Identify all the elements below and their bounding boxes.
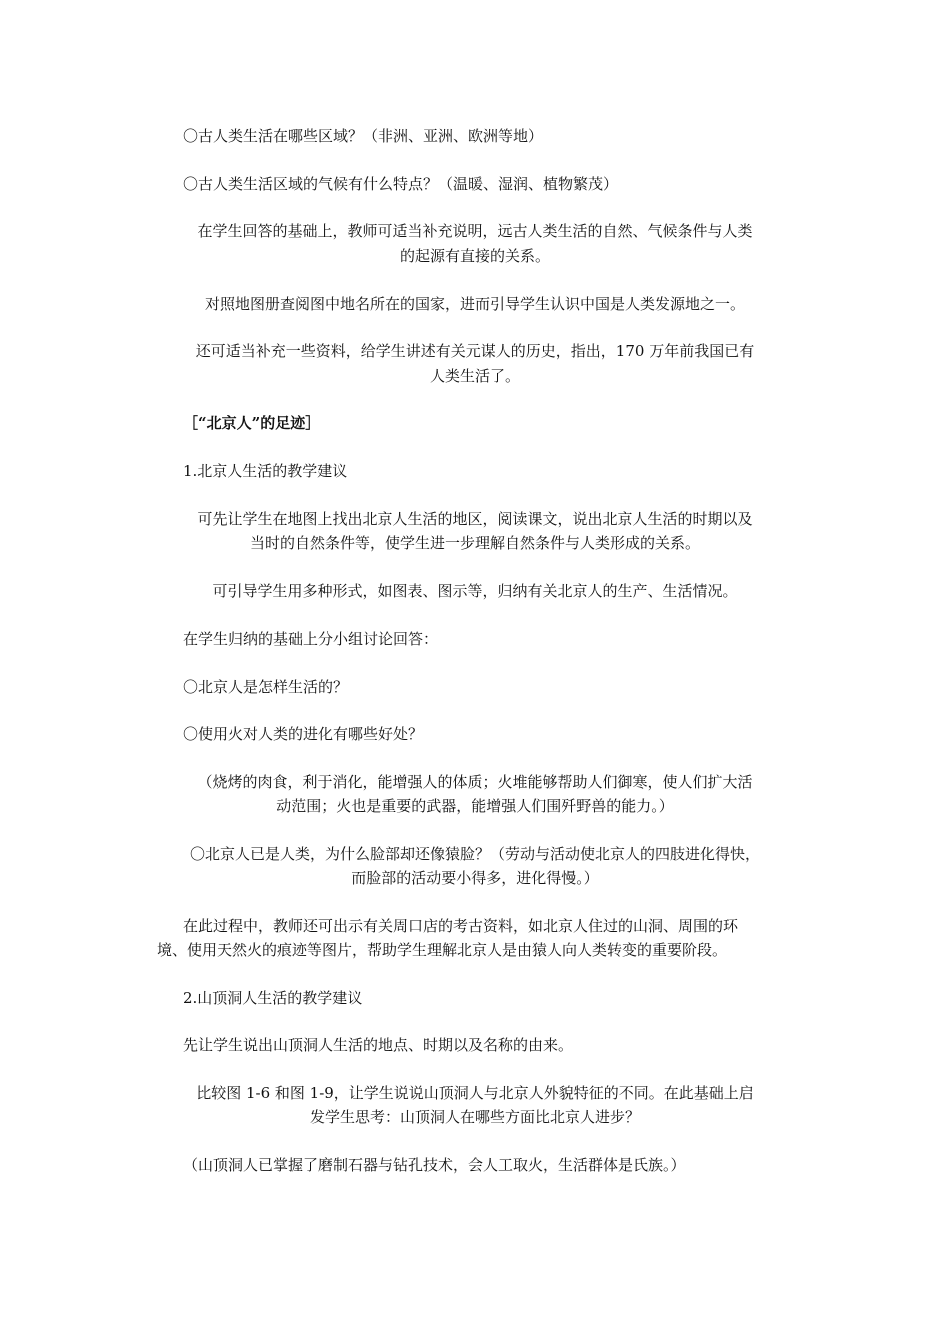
paragraph-zhoukoudian-line-1: 在此过程中，教师还可出示有关周口店的考古资料，如北京人住过的山洞、周围的环 [183,917,739,935]
question-ancient-regions: 〇古人类生活在哪些区域？（非洲、亚洲、欧洲等地） [183,127,544,145]
paragraph-summarize-forms: 可引导学生用多种形式，如图表、图示等，归纳有关北京人的生产、生活情况。 [212,582,738,600]
paragraph-map-lookup: 对照地图册查阅图中地名所在的国家，进而引导学生认识中国是人类发源地之一。 [204,295,745,313]
question-fire-benefits: 〇使用火对人类的进化有哪些好处？ [183,725,424,743]
paragraph-peking-man-map-line-2: 当时的自然条件等，使学生进一步理解自然条件与人类形成的关系。 [249,534,700,552]
paragraph-yuanmou-line-1: 还可适当补充一些资料，给学生讲述有关元谋人的历史，指出，170 万年前我国已有 [195,342,755,360]
answer-fire-benefits-line-1: （烧烤的肉食，利于消化，能增强人的体质；火堆能够帮助人们御寒，使人们扩大活 [197,773,753,791]
paragraph-compare-figures-line-2: 发学生思考：山顶洞人在哪些方面比北京人进步？ [309,1108,640,1126]
subheading-upper-cave-suggestion: 2.山顶洞人生活的教学建议 [183,989,363,1007]
section-heading-peking-man: ［“北京人”的足迹］ [183,414,321,432]
paragraph-group-discussion: 在学生归纳的基础上分小组讨论回答： [183,630,439,648]
question-ape-face-line-2: 而脸部的活动要小得多，进化得慢。） [351,869,599,887]
subheading-peking-man-suggestion: 1.北京人生活的教学建议 [183,462,348,480]
paragraph-teacher-supplement-line-2: 的起源有直接的关系。 [399,247,550,265]
paragraph-upper-cave-location: 先让学生说出山顶洞人生活的地点、时期以及名称的由来。 [183,1036,574,1054]
paragraph-yuanmou-line-2: 人类生活了。 [429,367,520,385]
question-ape-face-line-1: 〇北京人已是人类，为什么脸部却还像猿脸？（劳动与活动使北京人的四肢进化得快， [189,845,760,863]
answer-upper-cave-progress: （山顶洞人已掌握了磨制石器与钻孔技术，会人工取火，生活群体是氏族。） [183,1156,686,1174]
paragraph-teacher-supplement-line-1: 在学生回答的基础上，教师可适当补充说明，远古人类生活的自然、气候条件与人类 [197,222,753,240]
question-how-lived: 〇北京人是怎样生活的？ [183,678,349,696]
paragraph-peking-man-map-line-1: 可先让学生在地图上找出北京人生活的地区，阅读课文，说出北京人生活的时期以及 [197,510,753,528]
paragraph-zhoukoudian-line-2: 境、使用天然火的痕迹等图片，帮助学生理解北京人是由猿人向人类转变的重要阶段。 [157,941,728,959]
answer-fire-benefits-line-2: 动范围；火也是重要的武器，能增强人们围歼野兽的能力。） [276,797,674,815]
question-ancient-climate: 〇古人类生活区域的气候有什么特点？（温暖、湿润、植物繁茂） [183,175,619,193]
paragraph-compare-figures-line-1: 比较图 1-6 和图 1-9，让学生说说山顶洞人与北京人外貌特征的不同。在此基础上启 [196,1084,754,1102]
